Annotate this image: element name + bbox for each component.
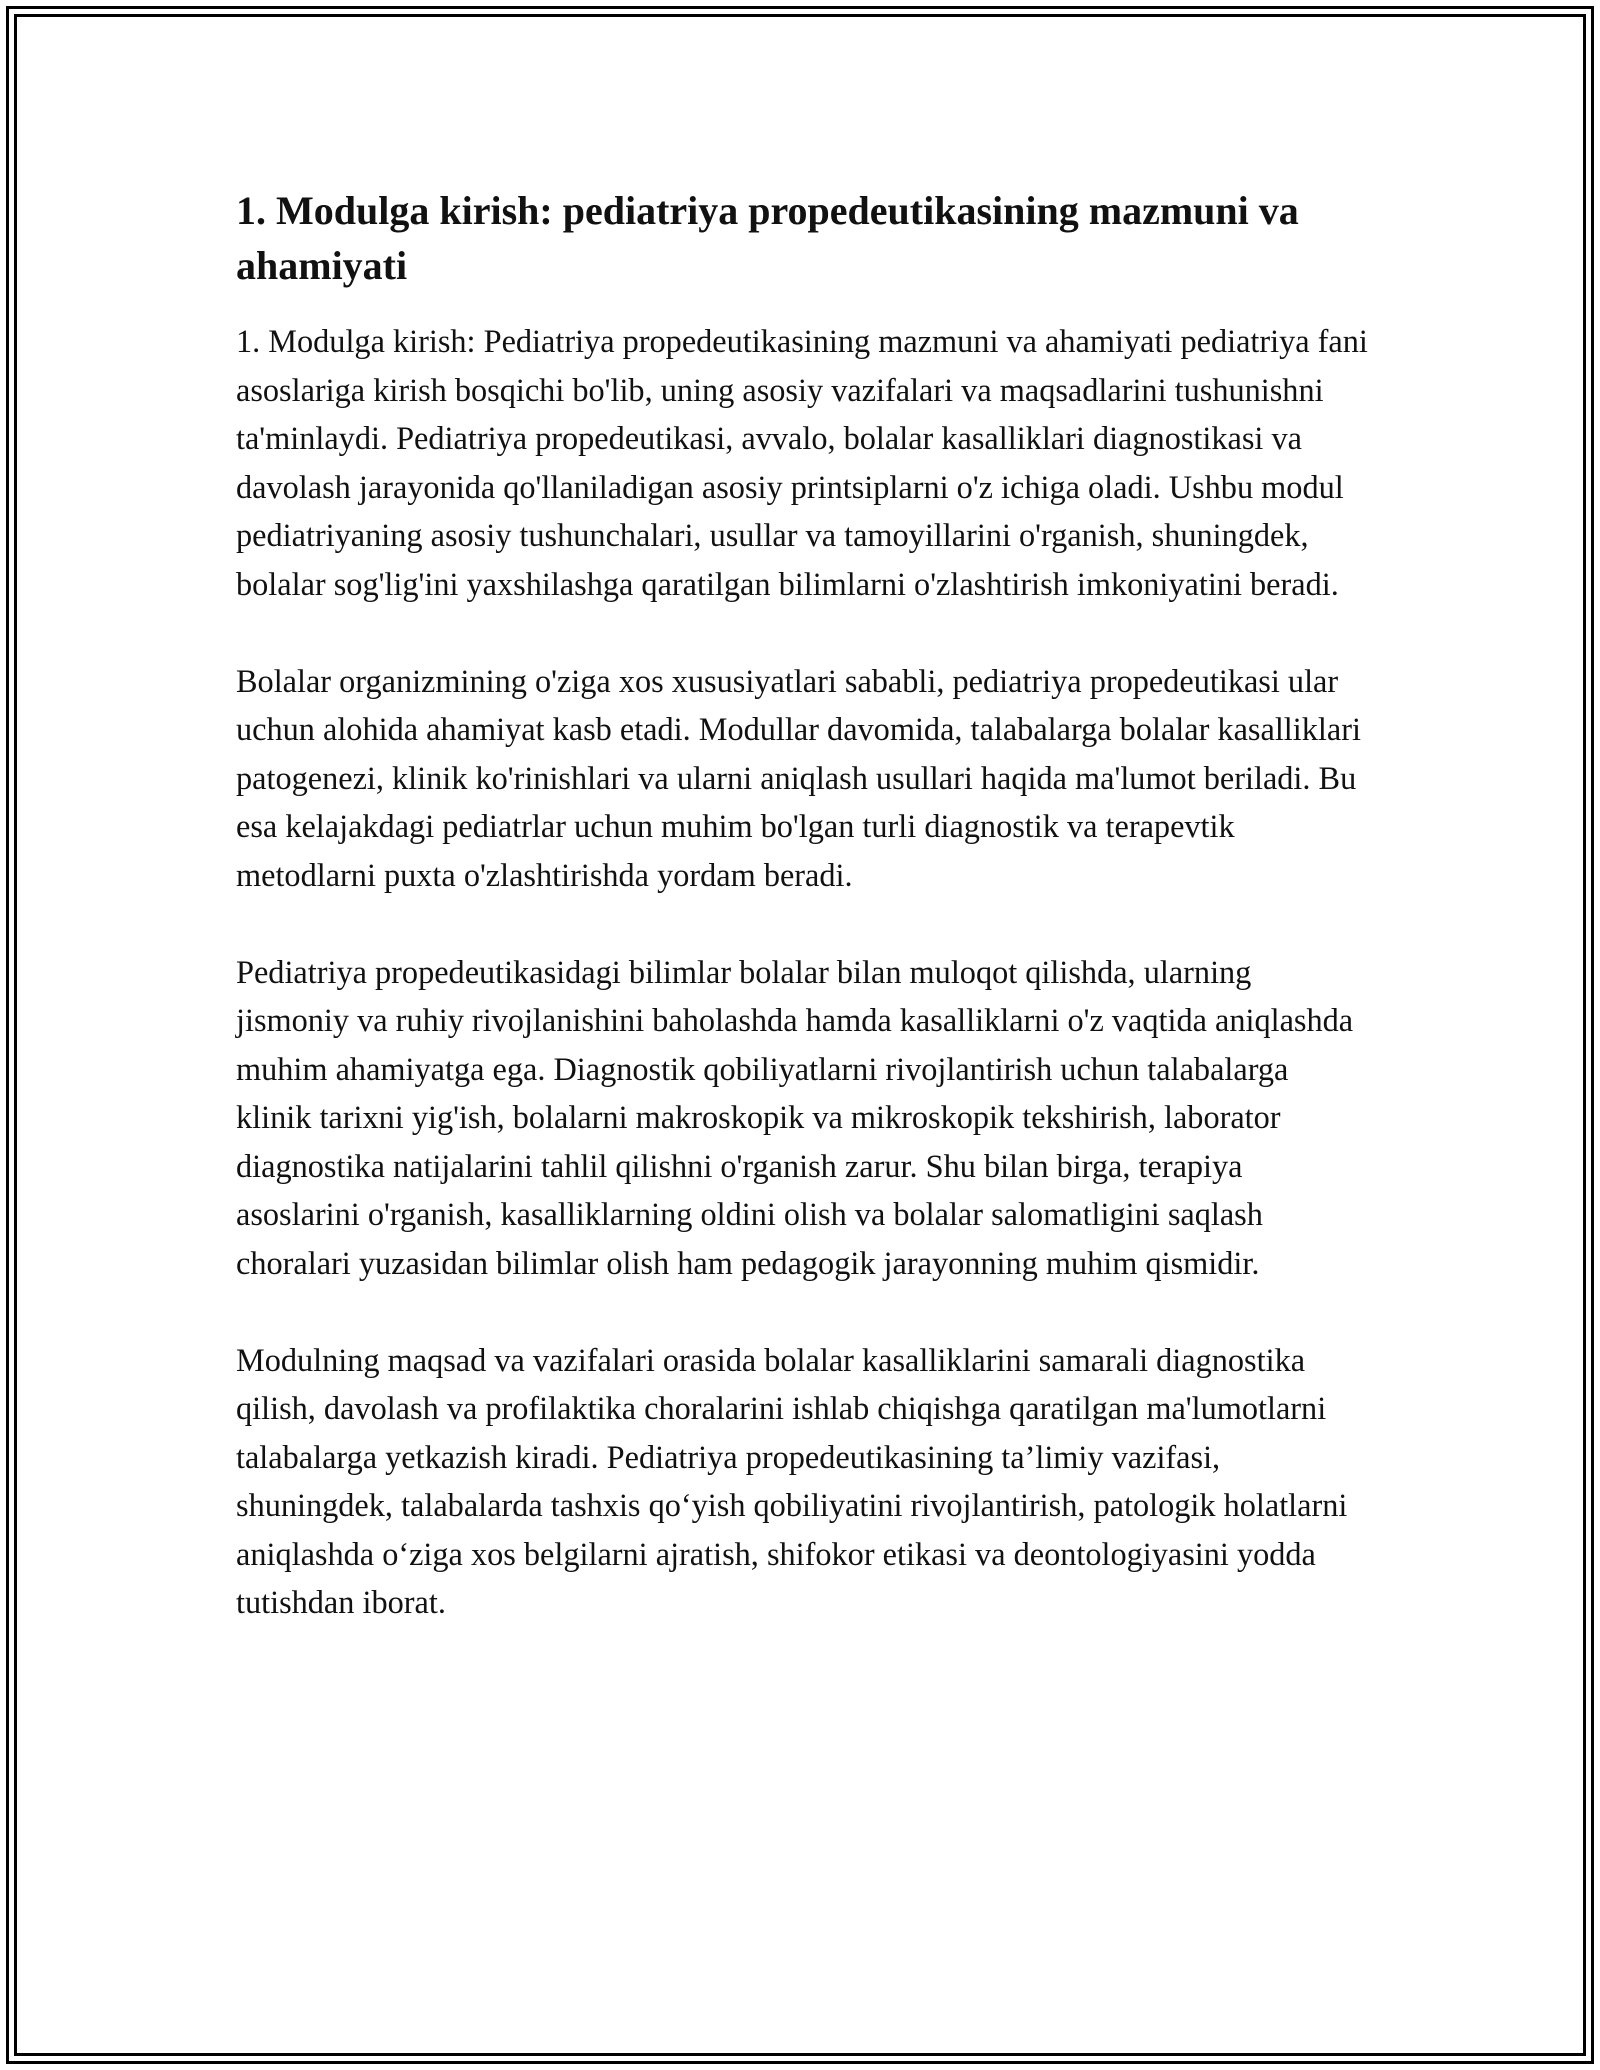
document-title: 1. Modulga kirish: pediatriya propedeutikasining mazmuni va ahamiyati <box>236 188 1299 288</box>
paragraph-knowledge: Pediatriya propedeutikasidagi bilimlar bolalar bilan muloqot qilishda, ularning jismoniy va ruhiy rivojlanishini baholashda hamda kasalliklarni o'z vaqtida aniqlashda muhim ahamiyatga ega. Diagnostik qobiliyatlarni rivojlantirish uchun talabalarga klinik tarixni yig'ish, bolalarni makroskopik va mikroskopik tekshirish, laborator diagnostika natijalarini tahlil qilishni o'rganish zarur. Shu bilan birga, terapiya asoslarini o'rganish, kasalliklarning oldini olish va bolalar salomatligini saqlash choralari yuzasidan bilimlar olish ham pedagogik jarayonning muhim qismidir. <box>236 953 1354 1281</box>
document-body <box>236 183 1368 1627</box>
paragraph-intro: 1. Modulga kirish: Pediatriya propedeutikasining mazmuni va ahamiyati pediatriya fani asoslariga kirish bosqichi bo'lib, uning asosiy vazifalari va maqsadlarini tushunishni ta'minlaydi. Pediatriya propedeutikasi, avvalo, bolalar kasalliklari diagnostikasi va davolash jarayonida qo'llaniladigan asosiy printsiplarni o'z ichiga oladi. Ushbu modul pediatriyaning asosiy tushunchalari, usullar va tamoyillarini o'rganish, shuningdek, bolalar sog'lig'ini yaxshilashga qaratilgan bilimlarni o'zlashtirish imkoniyatini beradi. <box>236 323 1368 602</box>
paragraph-goals: Modulning maqsad va vazifalari orasida bolalar kasalliklarini samarali diagnostika qilish, davolash va profilaktika choralarini ishlab chiqishga qaratilgan ma'lumotlarni talabalarga yetkazish kiradi. Pediatriya propedeutikasining ta’limiy vazifasi, shuningdek, talabalarda tashxis qo‘yish qobiliyatini rivojlantirish, patologik holatlarni aniqlashda o‘ziga xos belgilarni ajratish, shifokor etikasi va deontologiyasini yodda tutishdan iborat. <box>236 1341 1348 1620</box>
paragraph-characteristics: Bolalar organizmining o'ziga xos xususiyatlari sababli, pediatriya propedeutikasi ular uchun alohida ahamiyat kasb etadi. Modullar davomida, talabalarga bolalar kasalliklari patogenezi, klinik ko'rinishlari va ularni aniqlash usullari haqida ma'lumot beriladi. Bu esa kelajakdagi pediatrlar uchun muhim bo'lgan turli diagnostik va terapevtik metodlarni puxta o'zlashtirishda yordam beradi. <box>236 662 1361 893</box>
